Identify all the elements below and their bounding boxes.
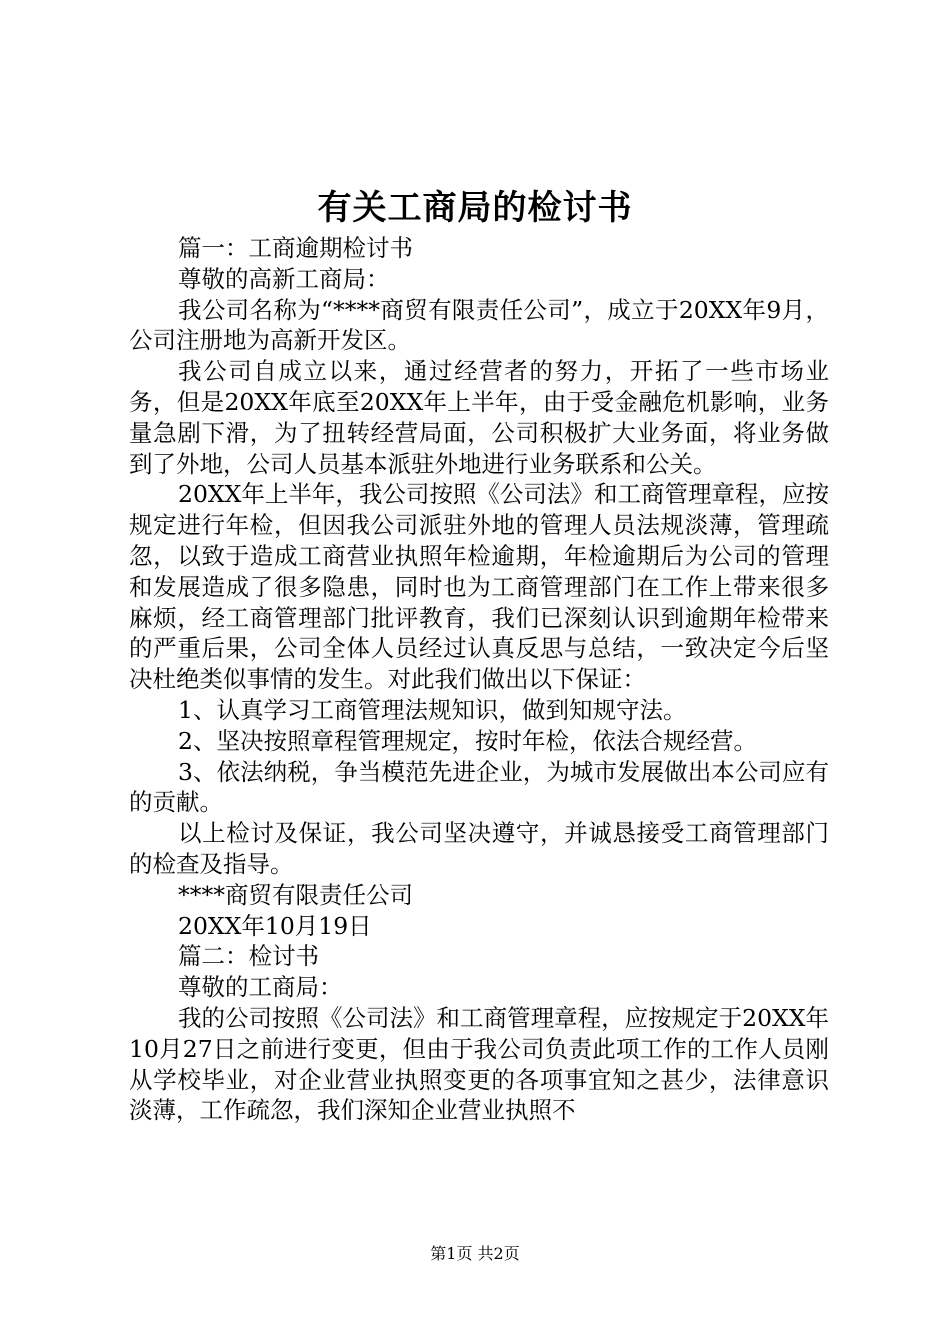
signature-company: ****商贸有限责任公司: [178, 880, 413, 909]
salutation: 尊敬的工商局：: [178, 973, 343, 1002]
section-heading: 篇一：工商逾期检讨书: [178, 234, 413, 262]
page-footer: [0, 1242, 950, 1266]
page-indicator: 第1页 共2页: [430, 1244, 520, 1263]
signature-date: 20XX年10月19日: [178, 911, 372, 940]
paragraph: 我的公司按照《公司法》和工商管理章程，应按规定于20XX年10月27日之前进行变更，但由于我公司负责此项工作的工作人员刚从学校毕业，对企业营业执照变更的各项事宜知之甚少，法律意识淡薄，工作疏忽，我们深知企业营业执照不: [129, 1003, 829, 1125]
document-body: [129, 233, 829, 1126]
list-item: 1、认真学习工商管理法规知识，做到知规守法。: [178, 695, 687, 724]
list-item: 2、坚决按照章程管理规定，按时年检，依法合规经营。: [178, 726, 757, 755]
section-heading: 篇二：检讨书: [178, 942, 319, 971]
paragraph: 我公司名称为“****商贸有限责任公司”，成立于20XX年9月，公司注册地为高新开发区。: [129, 295, 829, 355]
document-title: 有关工商局的检讨书: [317, 188, 633, 228]
salutation: 尊敬的高新工商局：: [178, 264, 390, 293]
paragraph: 20XX年上半年，我公司按照《公司法》和工商管理章程，应按规定进行年检，但因我公司派驻外地的管理人员法规淡薄，管理疏忽，以致于造成工商营业执照年检逾期，年检逾期后为公司的管理和发展造成了很多隐患，同时也为工商管理部门在工作上带来很多麻烦，经工商管理部门批评教育，我们已深刻认识到逾期年检带来的严重后果，公司全体人员经过认真反思与总结，一致决定今后坚决杜绝类似事情的发生。对此我们做出以下保证：: [129, 480, 829, 694]
list-item: 3、依法纳税，争当模范先进企业，为城市发展做出本公司应有的贡献。: [129, 757, 829, 817]
paragraph: 以上检讨及保证，我公司坚决遵守，并诚恳接受工商管理部门的检查及指导。: [129, 819, 829, 878]
paragraph: 我公司自成立以来，通过经营者的努力，开拓了一些市场业务，但是20XX年底至20XX年上半年，由于受金融危机影响，业务量急剧下滑，为了扭转经营局面，公司积极扩大业务面，将业务做到了外地，公司人员基本派驻外地进行业务联系和公关。: [129, 357, 829, 478]
